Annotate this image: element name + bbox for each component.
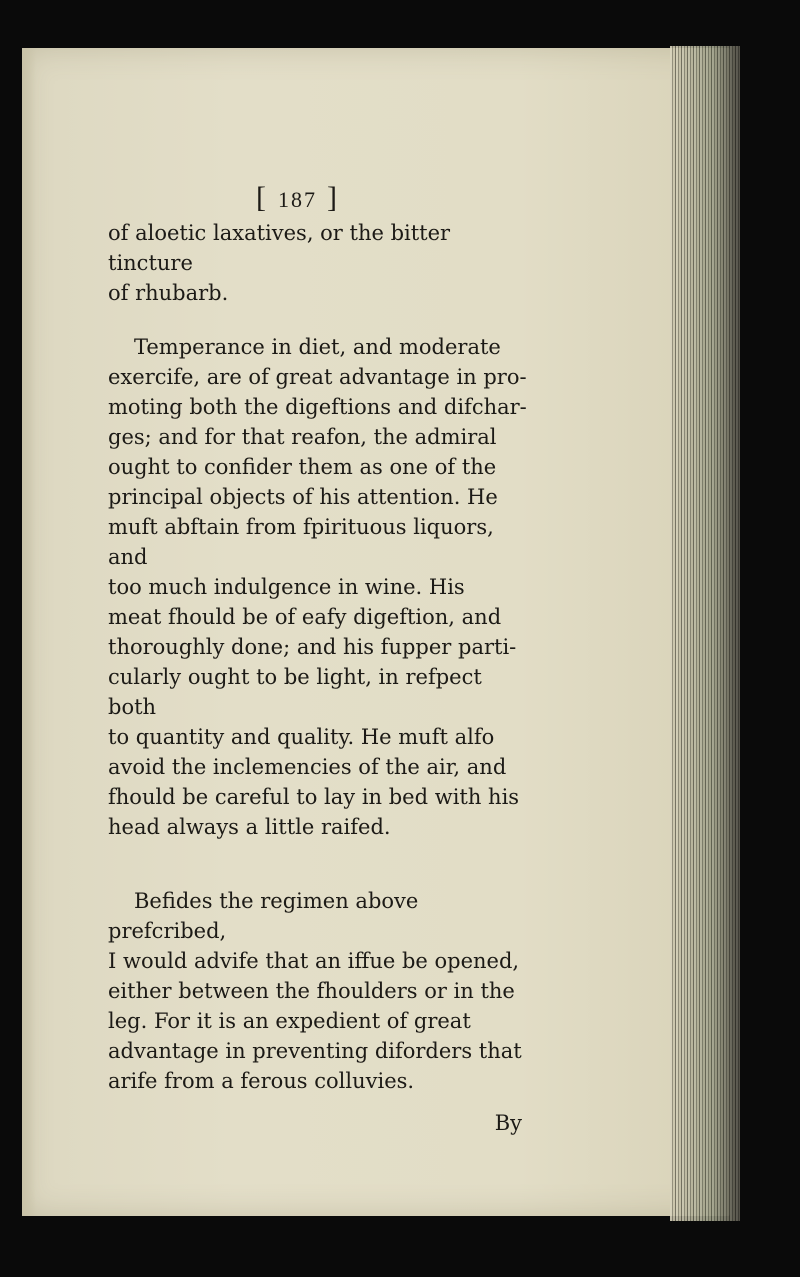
- text-line: Temperance in diet, and moderate: [134, 335, 501, 359]
- text-line: of rhubarb.: [108, 281, 229, 305]
- opening-lines: [108, 218, 528, 308]
- book-fore-edge-shade: [670, 46, 740, 1221]
- page-number: 187: [278, 187, 317, 212]
- text-line: I would advife that an iffue be opened,: [108, 949, 520, 973]
- text-line: avoid the inclemencies of the air, and: [108, 755, 507, 779]
- text-line: fhould be careful to lay in bed with his: [108, 785, 520, 809]
- text-line: head always a little raifed.: [108, 815, 391, 839]
- text-line: leg. For it is an expedient of great: [108, 1009, 471, 1033]
- text-line: either between the fhoulders or in the: [108, 979, 515, 1003]
- text-line: ges; and for that reafon, the admiral: [108, 425, 497, 449]
- text-line: Befides the regimen above prefcribed,: [108, 889, 419, 943]
- header-bracket-open: [: [256, 181, 268, 214]
- text-line: advantage in preventing diforders that: [108, 1039, 522, 1063]
- text-line: cularly ought to be light, in refpect both: [108, 665, 482, 719]
- text-line: arife from a ferous colluvies.: [108, 1069, 415, 1093]
- text-line: too much indulgence in wine. His: [108, 575, 465, 599]
- text-line: moting both the digeftions and difchar-: [108, 395, 527, 419]
- running-header: [108, 178, 528, 218]
- text-line: ought to confider them as one of the: [108, 455, 497, 479]
- page-gutter-shadow: [22, 48, 36, 1216]
- text-block: [108, 178, 528, 1138]
- paragraph-regimen: [108, 886, 528, 1096]
- paragraph-temperance: [108, 332, 528, 842]
- text-line: of aloetic laxatives, or the bitter tincture: [108, 221, 451, 275]
- text-line: meat fhould be of eafy digeftion, and: [108, 605, 502, 629]
- text-line: to quantity and quality. He muft alfo: [108, 725, 495, 749]
- catchword: By: [494, 1111, 522, 1135]
- text-line: thoroughly done; and his fupper parti-: [108, 635, 517, 659]
- text-line: exercife, are of great advantage in pro-: [108, 365, 527, 389]
- header-bracket-close: ]: [327, 181, 339, 214]
- text-line: muft abftain from fpirituous liquors, and: [108, 515, 494, 569]
- text-line: principal objects of his attention. He: [108, 485, 498, 509]
